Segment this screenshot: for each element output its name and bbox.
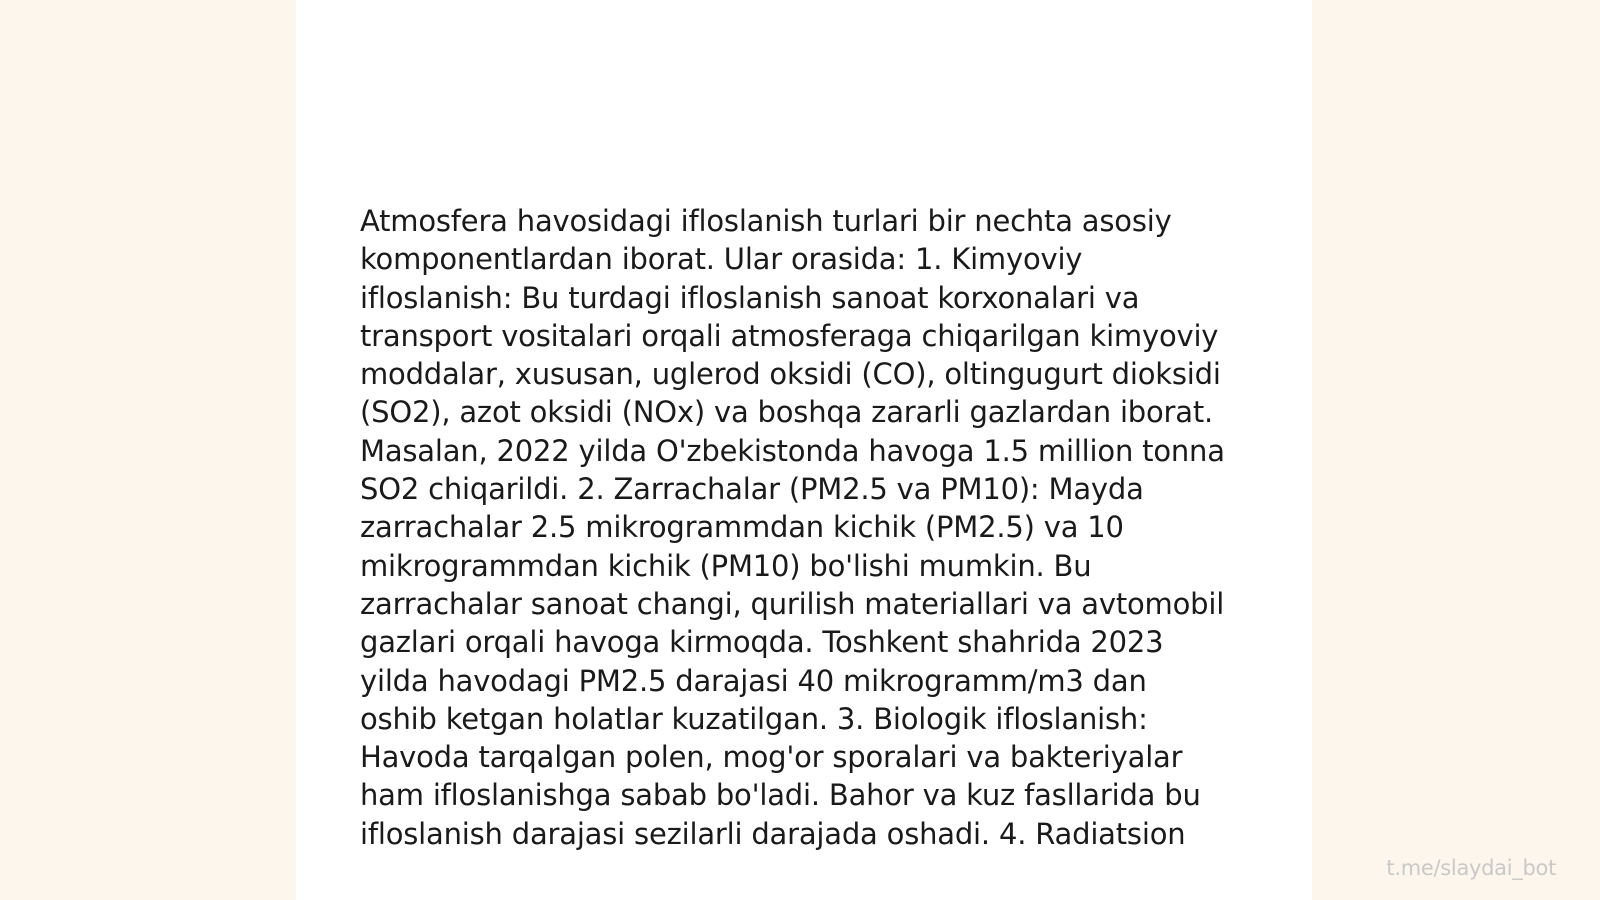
slide-body-text: Atmosfera havosidagi ifloslanish turlari bir nechta asosiy komponentlardan iborat. Ular orasida: 1. Kimyoviy ifloslanish: Bu turdagi ifloslanish sanoat korxonalari va transport vositalari orqali atmosferaga chiqarilgan kimyoviy moddalar, xususan, uglerod oksidi (CO), oltingugurt dioksidi (SO2), azot oksidi (NOx) va boshqa zararli gazlardan iborat. Masalan, 2022 yilda O'zbekistonda havoga 1.5 million tonna SO2 chiqarildi. 2. Zarrachalar (PM2.5 va PM10): Mayda zarrachalar 2.5 mikrogrammdan kichik (PM2.5) va 10 mikrogrammdan kichik (PM10) bo'lishi mumkin. Bu zarrachalar sanoat changi, qurilish materiallari va avtomobil gazlari orqali havoga kirmoqda. Toshkent shahrida 2023 yilda havodagi PM2.5 darajasi 40 mikrogramm/m3 dan oshib ketgan holatlar kuzatilgan. 3. Biologik ifloslanish: Havoda tarqalgan polen, mog'or sporalari va bakteriyalar ham ifloslanishga sabab bo'ladi. Bahor va kuz fasllarida bu ifloslanish darajasi sezilarli darajada oshadi. 4. Radiatsion [360,204,1225,851]
watermark-text: t.me/slaydai_bot [1386,856,1556,880]
slide [296,0,1312,900]
